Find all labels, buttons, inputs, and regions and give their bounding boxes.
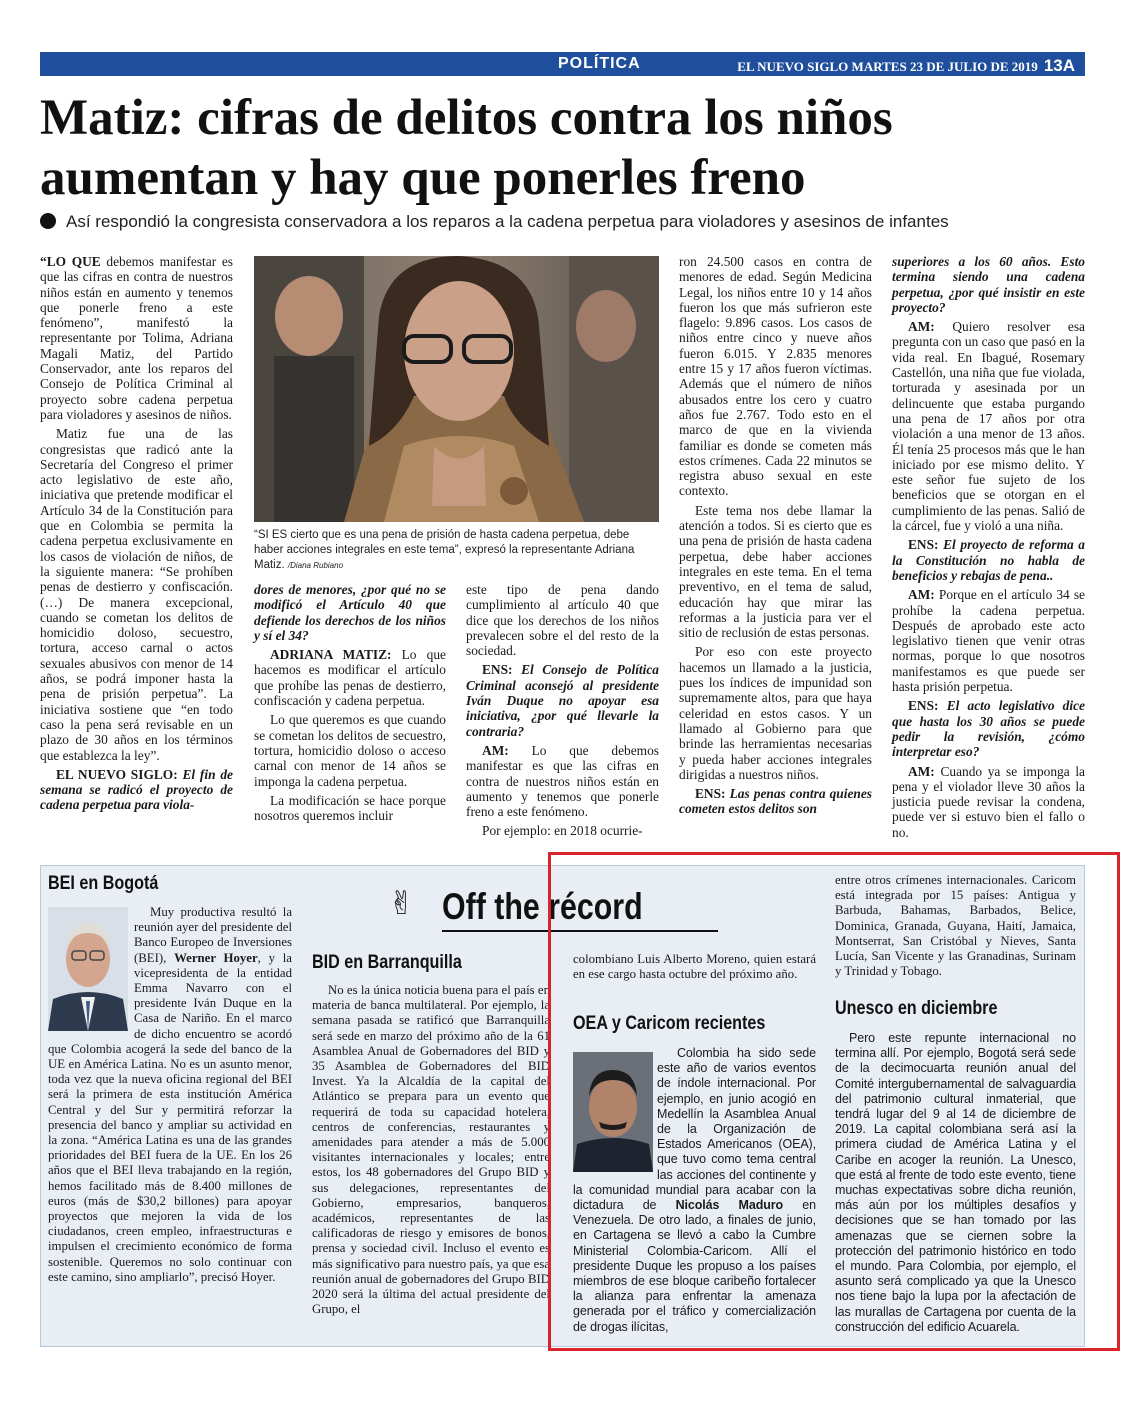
col3-q-label: ENS: [482,662,513,678]
col2-a-label: ADRIANA MATIZ: [270,647,392,663]
col3-p3: Por ejemplo: en 2018 ocurrie- [482,823,643,839]
col1-q-text: El fin de semana se radicó el proyecto de cadena perpetua para viola- [40,766,233,813]
caption-text: “SI ES cierto que es una pena de prisión de hasta cadena perpetua, debe haber acciones integrales en este tema”, expresó la representante Adriana Matiz. [254,529,635,571]
col5-a1-text: Quiero resolver esa pregunta con un caso que pasó en la vida real. En Ibagué, Rosemary Castellón, una niña que fue violada, torturada y asesinada por un delincuente que estaba purgando una pena de 17 años por otra violación a una menor de 13 años. Él tenía 25 procesos más que le han iniciado por ese mismo delito. Y este señor fue sujeto de los beneficios que se otorgan en el cumplimiento de las penas. Salió de la cárcel, fue y violó a una niña. [892,319,1085,534]
page-info [737,56,1075,76]
col1-p1: debemos manifestar es que las cifras en contra de nuestros niños están en aumento y tenemos que ponerle freno a este fenómeno”, manifestó la representante por Tolima, Adriana Magali Matiz, del Partido Conservador, ante los reparos del Consejo de Política Criminal al proyecto sobre cadena perpetua para violadores y asesinos de niños. [40,254,233,422]
bei-text [48,905,292,1285]
col2-q-cont: dores de menores, ¿por qué no se modificó el Artículo 40 que defiende los derechos de los niños y sí el 34? [254,582,446,643]
col1-p2: Matiz fue una de las congresistas que radicó ante la Secretaría del Congreso el primer acto legislativo de este año, iniciativa que pretende modificar el Artículo 34 de la Constitución para que en Colombia se permita la cadena perpetua exclusivamente en los casos de violación de niños, de la siguiente manera: “Se prohíben penas de destierro y confiscación. (…) De manera excepcional, cuando se cometan los delitos de homicidio doloso, secuestro, tortura, acceso carnal o actos sexuales abusivos con menor de 14 años, se podrá imponer hasta la pena de prisión perpetua”. La iniciativa sostiene que “en todo caso la pena será revisable en un plazo de 30 años en los términos que establezca la ley”. [40,426,233,763]
offrecord-title: Off the récord [442,886,643,927]
col5-a2-label: AM: [908,587,935,603]
bei-text-post: , y la vicepresidenta de la entidad Emma Navarro con el presidente Iván Duque en la Casa de Nariño. En el marco de dicho encuentro se acordó que Colombia acogerá la sede del banco de la UE en América Latina. No es un asunto menor, toda vez que la nueva oficina regional del BEI será la primera de esta institución América Central y del Sur y permitirá reforzar la presencia del banco y ampliar su actividad en la zona. “América Latina es una de las grandes prioridades del BEI fuera de la UE. En los 26 años que el BEI lleva trabajando en la región, hemos facilitado más de 8.400 millones de euros (más de $30,2 billones) para apoyar proyectos que mejoren la vida de los ciudadanos, creen empleo, infraestructuras e impulsen el crecimiento económico de forma sostenible. Queremos no solo continuar con este camino, sino ampliarlo”, precisó Hoyer. [48,950,292,1284]
oea-text-pre: Colombia ha sido sede este año de varios eventos de índole internacional. Por ejemplo, en junio acogió en Medellín la Asamblea Anual de la Organización de Estados Americanos (OEA), que tuvo como tema central las acciones del continente y la comunidad mundial para acabar con la dictadura de [573,1046,816,1213]
col2-p2: Lo que queremos es que cuando se cometan los delitos de secuestro, tortura, homicidio doloso o acceso carnal con menor de 14 años se imponga la cadena perpetua. [254,712,446,789]
col5-a3-label: AM: [908,763,935,779]
col3-a-text: Lo que debemos manifestar es que las cifras en contra de nuestros niños están en aumento y tenemos que ponerle freno a este fenómeno. [466,742,659,820]
col5-a3-text: Cuando ya se imponga la pena y el violador lleve 30 años la justicia puede revisar la condena, puede ver si estuvo bien el fallo o no. [892,763,1085,840]
lead-in: “LO QUE [40,254,101,269]
bid-title: BID en Barranquilla [312,952,462,973]
col4-p2: Este tema nos debe llamar la atención a todos. Si es cierto que es una pena de prisión de hasta cadena perpetua, debe haber acciones integrales en este tema. En el tema preventivo, en el tema de salud, educación hay que mirar las reformas a la justicia para ver el sitio de reclusión de estas personas. [679,502,872,641]
oea-cont-text: entre otros crímenes internacionales. Caricom está integrada por 15 países: Antigua y Barbuda, Bahamas, Barbados, Belice, Dominica, Granada, Guyana, Haití, Jamaica, Montserrat, San Cristóbal y Nieves, Santa Lucía, San Vicente y las Granadinas, Surinam y Trinidad y Tobago. [835,873,1076,979]
bei-title: BEI en Bogotá [48,873,159,894]
col5-q3-label: ENS: [908,698,939,714]
col2-a-text: Lo que hacemos es modificar el artículo que prohíbe las penas de destierro, confiscación y cadena perpetua. [254,647,446,709]
col3-a-label: AM: [482,742,509,758]
section-header-bar [40,52,1085,76]
col5-q3-text: El acto legislativo dice que hasta los 30 años se puede pedir la revisión, ¿cómo interpretar eso? [892,698,1085,760]
col4-q-label: ENS: [695,786,726,802]
col5-q-cont: superiores a los 60 años. Esto termina siendo una cadena perpetua, ¿por qué insistir en este proyecto? [892,254,1085,315]
photo-credit: /Diana Rubiano [287,561,344,570]
article-col-2 [254,582,446,827]
col5-q2-label: ENS: [908,537,939,553]
bid-cont-text: colombiano Luis Alberto Moreno, quien estará en ese cargo hasta octubre del próximo año. [573,952,816,982]
unesco-text-body: Pero este repunte internacional no termina allí. Por ejemplo, Bogotá será sede de la decimocuarta reunión anual del Comité intergubernamental de salvaguardia del patrimonio cultural inmaterial, que tendrá lugar del 9 al 14 de diciembre de 2019. La capital colombiana será así la primera ciudad de América Latina y el Caribe en acoger la reunión. La Unesco, que está al frente de todo este evento, tiene muchas expectativas sobre dicha reunión, más aún por los múltiples desafíos y decisiones que se han tomado por las amenazas que se ciernen sobre la protección del patrimonio histórico en todo el mundo. Para Colombia, por ejemplo, el asunto será complicado ya que la Unesco nos tiene bajo la lupa por la afectación de las murallas de Cartagena por cuenta de la construcción del edificio Acuarela. [835,1031,1076,1334]
bei-name: Werner Hoyer [174,950,258,965]
article-photo [254,256,659,522]
issue-date: MARTES 23 DE JULIO DE 2019 [851,59,1038,74]
subheadline-row [40,212,1100,232]
article-col-4 [679,254,872,821]
col4-q-text: Las penas contra quienes cometen estos delitos son [679,786,872,817]
col5-q2-text: El proyecto de reforma a la Constitución no habla de beneficios y rebajas de pena.. [892,537,1085,583]
unesco-title: Unesco en diciembre [835,998,998,1019]
bei-text-pre: Muy productiva resultó la reunión ayer del presidente del Banco Europeo de Inversiones (BEI), [134,905,292,965]
col1-q-label: EL NUEVO SIGLO: [56,766,178,782]
portrait-image [254,256,659,522]
bullet-icon [40,213,56,229]
oea-name: Nicolás Maduro [675,1198,784,1213]
photo-float-spacer [48,905,134,1033]
oea-title: OEA y Caricom recientes [573,1013,766,1034]
victory-hand-icon: ✌ [388,884,415,922]
col4-p3: Por eso con este proyecto hacemos un llamado a la justicia, pues los índices de impunidad son supremamente altos, para que haya celeridad en estos casos. Y un llamado al Gobierno para que brinde las herramientas necesarias y pueda haber acciones integrales dirigidas a nuestros niños. [679,644,872,782]
bid-text [312,983,550,1325]
photo-caption [254,528,659,573]
col4-p1: ron 24.500 casos en contra de menores de edad. Según Medicina Legal, los niños entre 10 y 14 años fueron los que más sufrieron este flagelo: 9.896 casos. Los casos de niños entre cinco y nueve años fueron 6.015. Y 2.835 menores entre 15 y 17 años fueron víctimas. Además que el número de niños abusados entre los cero y cuatro años fue 2.767. Todo esto en el marco de que en la vivienda familiar es donde se cometen más estos crímenes. Cada 22 minutos se registra abuso sexual en este contexto. [679,254,872,499]
article-col-5 [892,254,1085,844]
col3-p1: este tipo de pena dando cumplimiento al artículo 40 que dice que los derechos de los niños prevalecen sobre el del resto de la sociedad. [466,582,659,659]
subheadline: Así respondió la congresista conservadora a los reparos a la cadena perpetua para violadores y asesinos de infantes [66,212,949,231]
oea-text-post: en Venezuela. De otro lado, a finales de junio, en Cartagena se llevó a cabo la Cumbre Ministerial Colombia-Caricom. Allí el presidente Duque les propuso a los países miembros de ese bloque caribeño fortalecer la alianza para enfrentar la amenaza generada por el tráfico y comercialización de drogas ilícitas, [573,1198,816,1334]
headline: Matiz: cifras de delitos contra los niños aumentan y hay que ponerles freno [40,90,893,206]
article-col-3 [466,582,659,843]
col5-a2-text: Porque en el artículo 34 se prohíbe la cadena perpetua. Después de aprobado este acto legislativo tienen que venir otras normas, porque lo que nosotros manifestamos es que puede ser hasta prisión perpetua. [892,587,1085,695]
section-label: POLÍTICA [558,55,641,72]
col3-q-text: El Consejo de Política Criminal aconsejó al presidente Iván Duque no apoyar esa iniciativa, ¿por qué llevarle la contraria? [466,662,659,739]
masthead: EL NUEVO SIGLO [737,59,849,74]
bid-text-body: No es la única noticia buena para el país en materia de banca multilateral. Por ejemplo, la semana pasada se ratificó que Barranquilla será sede en marzo del próximo año de la 61 Asamblea Anual de Gobernadores del BID y 35 Asamblea de Gobernadores del BID Invest. Ya la Alcaldía de la capital del Atlántico se prepara para un evento que requerirá de toda su capacidad hotelera, centros de conferencias, restaurantes y amenidades para atender a más de 5.000 visitantes internacionales y locales; entre estos, los 48 gobernadores del Grupo BID y sus delegaciones, representantes del Gobierno, empresarios, banqueros, académicos, representantes de las calificadoras de riesgo y emisores de bonos, prensa y sociedad civil. Incluso el evento es más significativo para nuestro país, ya que esa reunión anual de gobernadores del Grupo BID 2020 será la última del actual presidente del Grupo, el [312,983,550,1317]
col5-a1-label: AM: [908,319,935,335]
col2-p3: La modificación se hace porque nosotros queremos incluir [254,792,446,824]
page-number: 13A [1043,56,1075,75]
article-col-1 [40,254,233,817]
highlight-box [548,852,1120,1351]
